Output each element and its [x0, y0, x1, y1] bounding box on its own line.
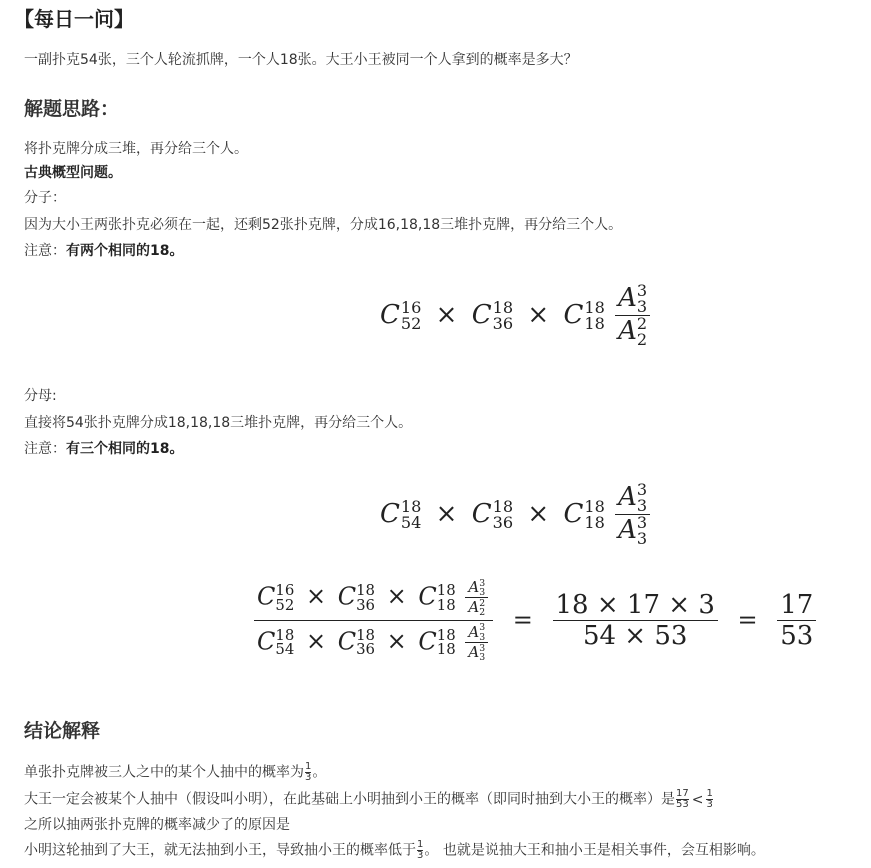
arrangement-fraction	[615, 283, 650, 349]
times-sign: ×	[305, 626, 327, 655]
arrangement-symbol: A	[468, 598, 480, 617]
superscript: 18	[356, 625, 376, 644]
subscript: 54	[400, 512, 422, 532]
conclusion-line1-text: 单张扑克牌被三人之中的某个人抽中的概率为	[24, 764, 304, 781]
superscript: 18	[436, 580, 456, 599]
ratio-fraction	[254, 578, 493, 662]
times-sign: ×	[305, 582, 327, 611]
subscript: 36	[492, 512, 514, 532]
subscript: 18	[584, 313, 605, 333]
approach-line1: 将扑克牌分成三堆，再分给三个人。	[24, 141, 248, 157]
conclusion-line1	[24, 762, 326, 783]
subscript: 3	[636, 297, 648, 317]
conclusion-line2-text: 大王一定会被某个人抽中（假设叫小明），在此基础上小明抽到小王的概率（即同时抽到大小王的概率）是	[24, 791, 675, 808]
superscript: 2	[479, 598, 486, 609]
combination-symbol: C	[563, 498, 584, 529]
fraction-numerator: 17	[676, 788, 689, 799]
simplified-denominator: 54 × 53	[553, 620, 718, 651]
subscript: 3	[479, 651, 486, 663]
approach-line2: 古典概型问题。	[24, 165, 122, 181]
combination-symbol: C	[257, 582, 276, 611]
fraction-numerator: 1	[305, 761, 312, 772]
subscript: 2	[636, 330, 648, 350]
arrangement-symbol: A	[618, 482, 637, 513]
simplified-numerator: 18 × 17 × 3	[555, 589, 715, 620]
subscript: 2	[479, 607, 486, 619]
arrangement-symbol: A	[468, 578, 480, 596]
subscript: 52	[400, 313, 422, 333]
one-third-fraction	[305, 762, 311, 783]
times-sign: ×	[386, 626, 407, 655]
conclusion-line4-text: 小明这轮抽到了大王，就无法抽到小王，导致抽小王的概率低于	[24, 842, 416, 859]
less-than-sign: <	[691, 791, 704, 808]
superscript: 18	[275, 625, 295, 644]
subscript: 36	[356, 595, 376, 614]
conclusion-line4	[24, 840, 765, 861]
fraction-numerator: 1	[417, 839, 424, 850]
subscript: 52	[275, 595, 295, 614]
superscript: 3	[479, 577, 486, 589]
superscript: 18	[584, 496, 605, 516]
question-text: 一副扑克54张，三个人轮流抓牌，一个人18张。大王小王被同一个人拿到的概率是多大？	[24, 52, 578, 68]
fraction-denominator: 3	[305, 772, 312, 783]
one-third-fraction	[706, 789, 712, 810]
conclusion-line1-suffix: 。	[312, 764, 327, 781]
combination-symbol: C	[471, 498, 492, 529]
denominator-formula	[380, 482, 652, 548]
numerator-note	[24, 241, 183, 261]
result-denominator: 53	[777, 620, 816, 651]
arrangement-symbol: A	[468, 622, 480, 641]
superscript: 3	[636, 480, 648, 499]
numerator-desc: 因为大小王两张扑克必须在一起，还剩52张扑克牌，分成16,18,18三堆扑克牌，再分给三个人。	[24, 217, 623, 233]
combination-symbol: C	[380, 299, 400, 330]
one-third-fraction	[417, 840, 423, 861]
combination-symbol: C	[471, 299, 492, 330]
combination-symbol: C	[418, 626, 437, 655]
conclusion-heading: 结论解释	[24, 720, 101, 742]
numerator-formula	[380, 283, 652, 349]
numerator-label: 分子：	[24, 190, 66, 206]
arrangement-fraction	[465, 623, 488, 663]
superscript: 3	[636, 281, 648, 300]
arrangement-symbol: A	[618, 283, 637, 314]
subscript: 3	[479, 587, 486, 598]
combination-symbol: C	[380, 498, 400, 529]
conclusion-line4-suffix: 。 也就是说抽大王和抽小王是相关事件，会互相影响。	[424, 842, 765, 859]
superscript: 18	[492, 496, 514, 516]
superscript: 3	[479, 642, 486, 654]
subscript: 36	[492, 313, 514, 333]
combination-symbol: C	[337, 626, 357, 655]
superscript: 3	[479, 622, 486, 634]
times-sign: ×	[527, 498, 550, 529]
simplified-fraction	[553, 590, 718, 651]
combination-symbol: C	[257, 626, 276, 655]
subscript: 36	[356, 640, 376, 659]
combination-symbol: C	[563, 299, 584, 330]
times-sign: ×	[386, 582, 407, 611]
numerator-note-bold: 有两个相同的18。	[66, 243, 184, 259]
subscript: 54	[275, 640, 295, 659]
superscript: 16	[275, 580, 295, 599]
arrangement-symbol: A	[618, 316, 637, 347]
superscript: 18	[400, 496, 422, 516]
result-fraction	[777, 590, 816, 651]
denominator-note-bold: 有三个相同的18。	[66, 441, 184, 457]
superscript: 18	[492, 297, 514, 317]
superscript: 18	[356, 580, 376, 599]
superscript: 18	[584, 297, 605, 317]
times-sign: ×	[435, 498, 458, 529]
equals-sign: =	[512, 606, 533, 635]
arrangement-fraction	[465, 578, 488, 618]
seventeen-over-fiftythree-fraction	[676, 789, 689, 810]
subscript: 3	[636, 529, 648, 549]
equals-sign: =	[737, 606, 758, 635]
superscript: 18	[436, 625, 456, 644]
arrangement-symbol: A	[618, 515, 637, 546]
conclusion-line3: 之所以抽两张扑克牌的概率减少了的原因是	[24, 817, 290, 833]
denominator-desc: 直接将54张扑克牌分成18,18,18三堆扑克牌，再分给三个人。	[24, 415, 413, 431]
conclusion-line2	[24, 789, 714, 810]
fraction-denominator: 3	[417, 850, 424, 861]
denominator-label: 分母:	[24, 388, 57, 404]
result-numerator: 17	[780, 589, 814, 620]
numerator-note-prefix: 注意：	[24, 243, 66, 259]
subscript: 18	[436, 640, 456, 659]
subscript: 3	[636, 496, 648, 516]
combination-symbol: C	[337, 582, 357, 611]
superscript: 3	[636, 513, 648, 533]
subscript: 18	[584, 512, 605, 532]
fraction-denominator: 53	[676, 799, 689, 810]
approach-heading: 解题思路：	[24, 98, 120, 120]
arrangement-symbol: A	[468, 642, 480, 661]
probability-formula	[252, 578, 818, 662]
fraction-numerator: 1	[706, 788, 713, 799]
times-sign: ×	[527, 299, 550, 330]
page-title: 【每日一问】	[14, 7, 134, 31]
subscript: 18	[436, 595, 456, 614]
subscript: 3	[479, 631, 486, 643]
superscript: 16	[400, 297, 422, 317]
times-sign: ×	[435, 299, 458, 330]
combination-symbol: C	[418, 582, 437, 611]
fraction-denominator: 3	[706, 799, 713, 810]
denominator-note-prefix: 注意：	[24, 441, 66, 457]
superscript: 2	[636, 314, 648, 334]
denominator-note	[24, 439, 183, 459]
arrangement-fraction	[615, 482, 650, 548]
